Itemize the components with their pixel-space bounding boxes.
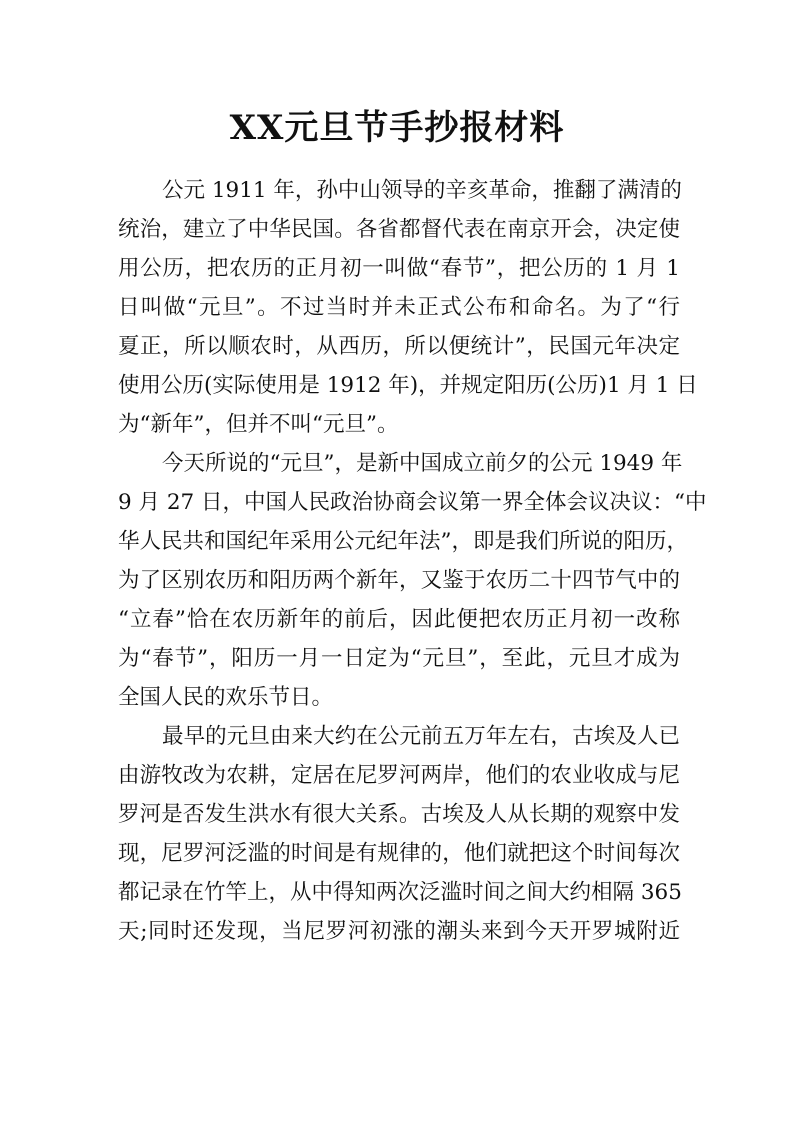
paragraph-ancient-egypt <box>118 717 680 951</box>
text-line: 公元 1911 年，孙中山领导的辛亥革命，推翻了满清的 <box>162 178 682 203</box>
text-line: 由游牧改为农耕，定居在尼罗河两岸，他们的农业收成与尼 <box>118 763 680 788</box>
text-line: 全国人民的欢乐节日。 <box>118 685 334 710</box>
text-line: 为“春节”，阳历一月一日定为“元旦”，至此，元旦才成为 <box>118 646 680 671</box>
text-line: 统治，建立了中华民国。各省都督代表在南京开会，决定使 <box>118 217 680 242</box>
text-line: 最早的元旦由来大约在公元前五万年左右，古埃及人已 <box>162 724 680 749</box>
text-line: 使用公历(实际使用是 1912 年)，并规定阳历(公历)1 月 1 日 <box>118 373 698 398</box>
text-line: 都记录在竹竿上，从中得知两次泛滥时间之间大约相隔 365 <box>118 880 682 905</box>
text-line: 夏正，所以顺农时，从西历，所以便统计”，民国元年决定 <box>118 334 680 359</box>
text-line: 为“新年”，但并不叫“元旦”。 <box>118 412 399 437</box>
text-line: 华人民共和国纪年采用公元纪年法”，即是我们所说的阳历， <box>118 529 688 554</box>
text-line: 用公历，把农历的正月初一叫做“春节”，把公历的 1 月 1 <box>118 256 680 281</box>
text-line: 现，尼罗河泛滥的时间是有规律的，他们就把这个时间每次 <box>118 841 680 866</box>
text-line: 天;同时还发现，当尼罗河初涨的潮头来到今天开罗城附近 <box>118 919 680 944</box>
text-line: 罗河是否发生洪水有很大关系。古埃及人从长期的观察中发 <box>118 802 680 827</box>
text-line: 为了区别农历和阳历两个新年，又鉴于农历二十四节气中的 <box>118 568 680 593</box>
text-line: 日叫做“元旦”。不过当时并未正式公布和命名。为了“行 <box>118 295 680 320</box>
text-line: “立春”恰在农历新年的前后，因此便把农历正月初一改称 <box>118 607 680 632</box>
paragraph-1949-decision <box>118 444 707 717</box>
paragraph-1911-revolution <box>118 171 698 444</box>
text-line: 9 月 27 日，中国人民政治协商会议第一界全体会议决议：“中 <box>118 490 707 515</box>
document-body <box>118 171 707 951</box>
text-line: 今天所说的“元旦”，是新中国成立前夕的公元 1949 年 <box>162 451 683 476</box>
document-title: XX元旦节手抄报材料 <box>229 108 565 148</box>
